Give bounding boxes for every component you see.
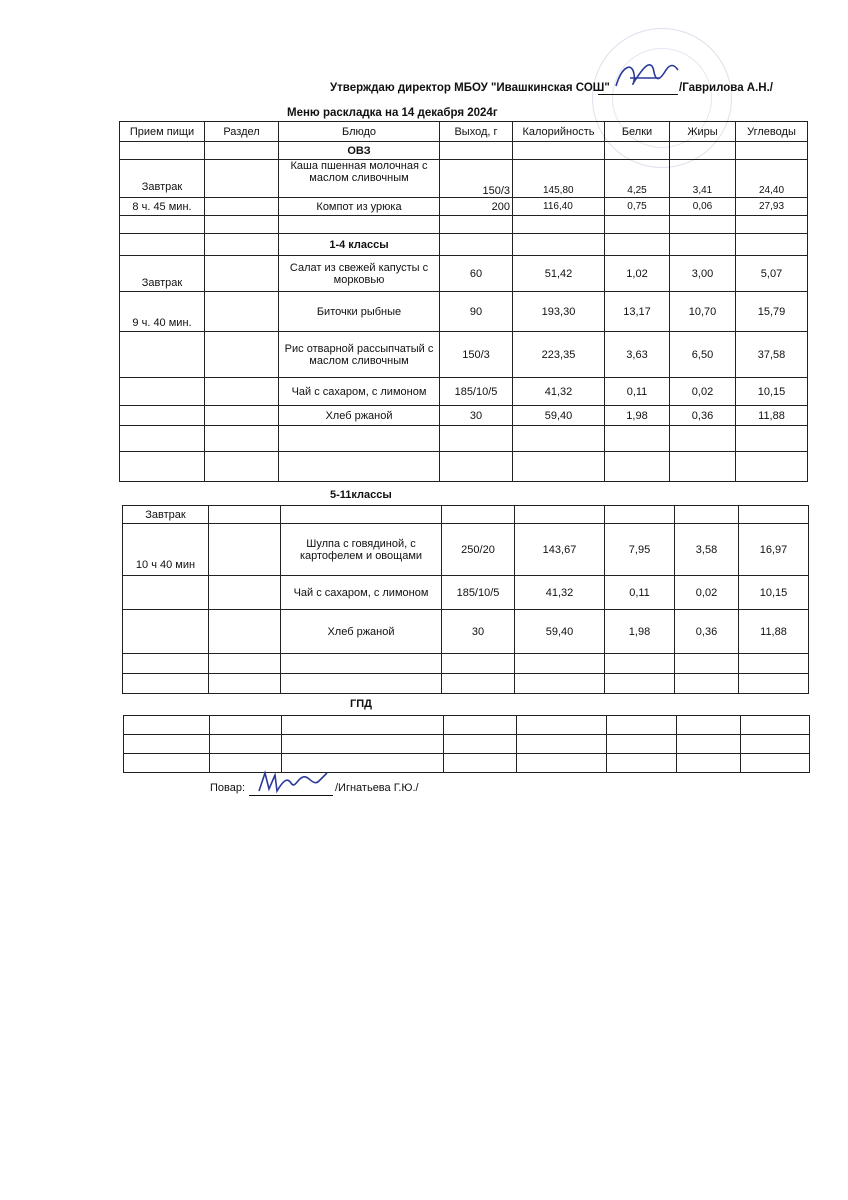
empty-row [120,426,808,452]
dish-cell: Биточки рыбные [279,292,440,332]
empty-row [124,735,810,754]
carbs-cell: 27,93 [736,198,808,216]
meal-label-1-4: Завтрак [120,256,205,292]
yield-cell: 150/3 [440,332,513,378]
section-title-gpd: ГПД [350,698,372,710]
yield-cell: 250/20 [442,524,515,576]
fat-cell: 0,06 [670,198,736,216]
carbs-cell: 15,79 [736,292,808,332]
yield-cell: 90 [440,292,513,332]
table-row [123,524,809,576]
approval-text: Утверждаю директор МБОУ "Ивашкинская СОШ" [330,82,610,94]
dish-cell: Каша пшенная молочная с маслом сливочным [279,160,440,198]
menu-table-gpd [123,715,810,773]
col-header-yield: Выход, г [440,122,513,142]
carbs-cell: 24,40 [736,160,808,198]
empty-row [123,674,809,694]
fat-cell: 3,58 [675,524,739,576]
section-title-ovz: ОВЗ [279,142,440,160]
table-row [120,292,808,332]
protein-cell: 7,95 [605,524,675,576]
dish-cell: Шулпа с говядиной, с картофелем и овощами [281,524,442,576]
carbs-cell: 10,15 [736,378,808,406]
yield-cell: 200 [440,198,513,216]
kcal-cell: 41,32 [515,576,605,610]
director-name: /Гаврилова А.Н./ [679,82,774,94]
table-row [120,198,808,216]
kcal-cell: 143,67 [515,524,605,576]
yield-cell: 30 [442,610,515,654]
cook-name: /Игнатьева Г.Ю./ [335,782,419,794]
kcal-cell: 193,30 [513,292,605,332]
dish-cell: Рис отварной рассыпчатый с маслом сливочным [279,332,440,378]
kcal-cell: 59,40 [513,406,605,426]
meal-time-5-11: 10 ч 40 мин [123,524,209,576]
section-row-ovz [120,142,808,160]
kcal-cell: 41,32 [513,378,605,406]
col-header-carbs: Углеводы [736,122,808,142]
protein-cell: 1,98 [605,406,670,426]
carbs-cell: 10,15 [739,576,809,610]
empty-row [120,216,808,234]
col-header-kcal: Калорийность [513,122,605,142]
fat-cell: 6,50 [670,332,736,378]
col-header-dish: Блюдо [279,122,440,142]
carbs-cell: 5,07 [736,256,808,292]
section-title-5-11: 5-11классы [330,489,392,501]
dish-cell: Хлеб ржаной [281,610,442,654]
protein-cell: 0,75 [605,198,670,216]
protein-cell: 1,02 [605,256,670,292]
protein-cell: 4,25 [605,160,670,198]
meal-label-ovz: Завтрак [120,160,205,198]
director-signature-line [598,78,678,95]
menu-table-5-11 [122,505,809,694]
carbs-cell: 11,88 [739,610,809,654]
fat-cell: 3,41 [670,160,736,198]
col-header-fat: Жиры [670,122,736,142]
yield-cell: 185/10/5 [440,378,513,406]
carbs-cell: 11,88 [736,406,808,426]
dish-cell: Чай с сахаром, с лимоном [281,576,442,610]
yield-cell: 150/3 [440,160,513,198]
dish-cell: Компот из урюка [279,198,440,216]
cook-signature-line [249,781,333,796]
meal-time-1-4: 9 ч. 40 мин. [120,292,205,332]
table-row [120,332,808,378]
menu-table-main [119,121,808,482]
table-row [120,378,808,406]
fat-cell: 0,02 [670,378,736,406]
table-row [123,576,809,610]
protein-cell: 0,11 [605,576,675,610]
dish-cell: Чай с сахаром, с лимоном [279,378,440,406]
fat-cell: 10,70 [670,292,736,332]
protein-cell: 1,98 [605,610,675,654]
empty-row [120,452,808,482]
meal-label-5-11: Завтрак [123,506,209,524]
col-header-meal: Прием пищи [120,122,205,142]
protein-cell: 13,17 [605,292,670,332]
carbs-cell: 16,97 [739,524,809,576]
empty-row [124,716,810,735]
director-signature-icon [608,56,688,96]
dish-cell: Салат из свежей капусты с морковью [279,256,440,292]
col-header-protein: Белки [605,122,670,142]
fat-cell: 0,36 [675,610,739,654]
kcal-cell: 145,80 [513,160,605,198]
table-row [123,506,809,524]
yield-cell: 60 [440,256,513,292]
cook-signature-icon [253,767,337,797]
kcal-cell: 51,42 [513,256,605,292]
fat-cell: 3,00 [670,256,736,292]
empty-row [123,654,809,674]
menu-title: Меню раскладка на 14 декабря 2024г [287,107,498,119]
table-row [120,256,808,292]
kcal-cell: 116,40 [513,198,605,216]
col-header-section: Раздел [205,122,279,142]
protein-cell: 0,11 [605,378,670,406]
cook-label: Повар: [210,782,246,794]
yield-cell: 30 [440,406,513,426]
table-row [120,160,808,198]
protein-cell: 3,63 [605,332,670,378]
fat-cell: 0,02 [675,576,739,610]
empty-row [124,754,810,773]
kcal-cell: 59,40 [515,610,605,654]
kcal-cell: 223,35 [513,332,605,378]
section-row-1-4 [120,234,808,256]
meal-time-ovz: 8 ч. 45 мин. [120,198,205,216]
section-title-1-4: 1-4 классы [279,234,440,256]
dish-cell: Хлеб ржаной [279,406,440,426]
carbs-cell: 37,58 [736,332,808,378]
table-row [120,406,808,426]
table-row [123,610,809,654]
table-header-row [120,122,808,142]
yield-cell: 185/10/5 [442,576,515,610]
fat-cell: 0,36 [670,406,736,426]
